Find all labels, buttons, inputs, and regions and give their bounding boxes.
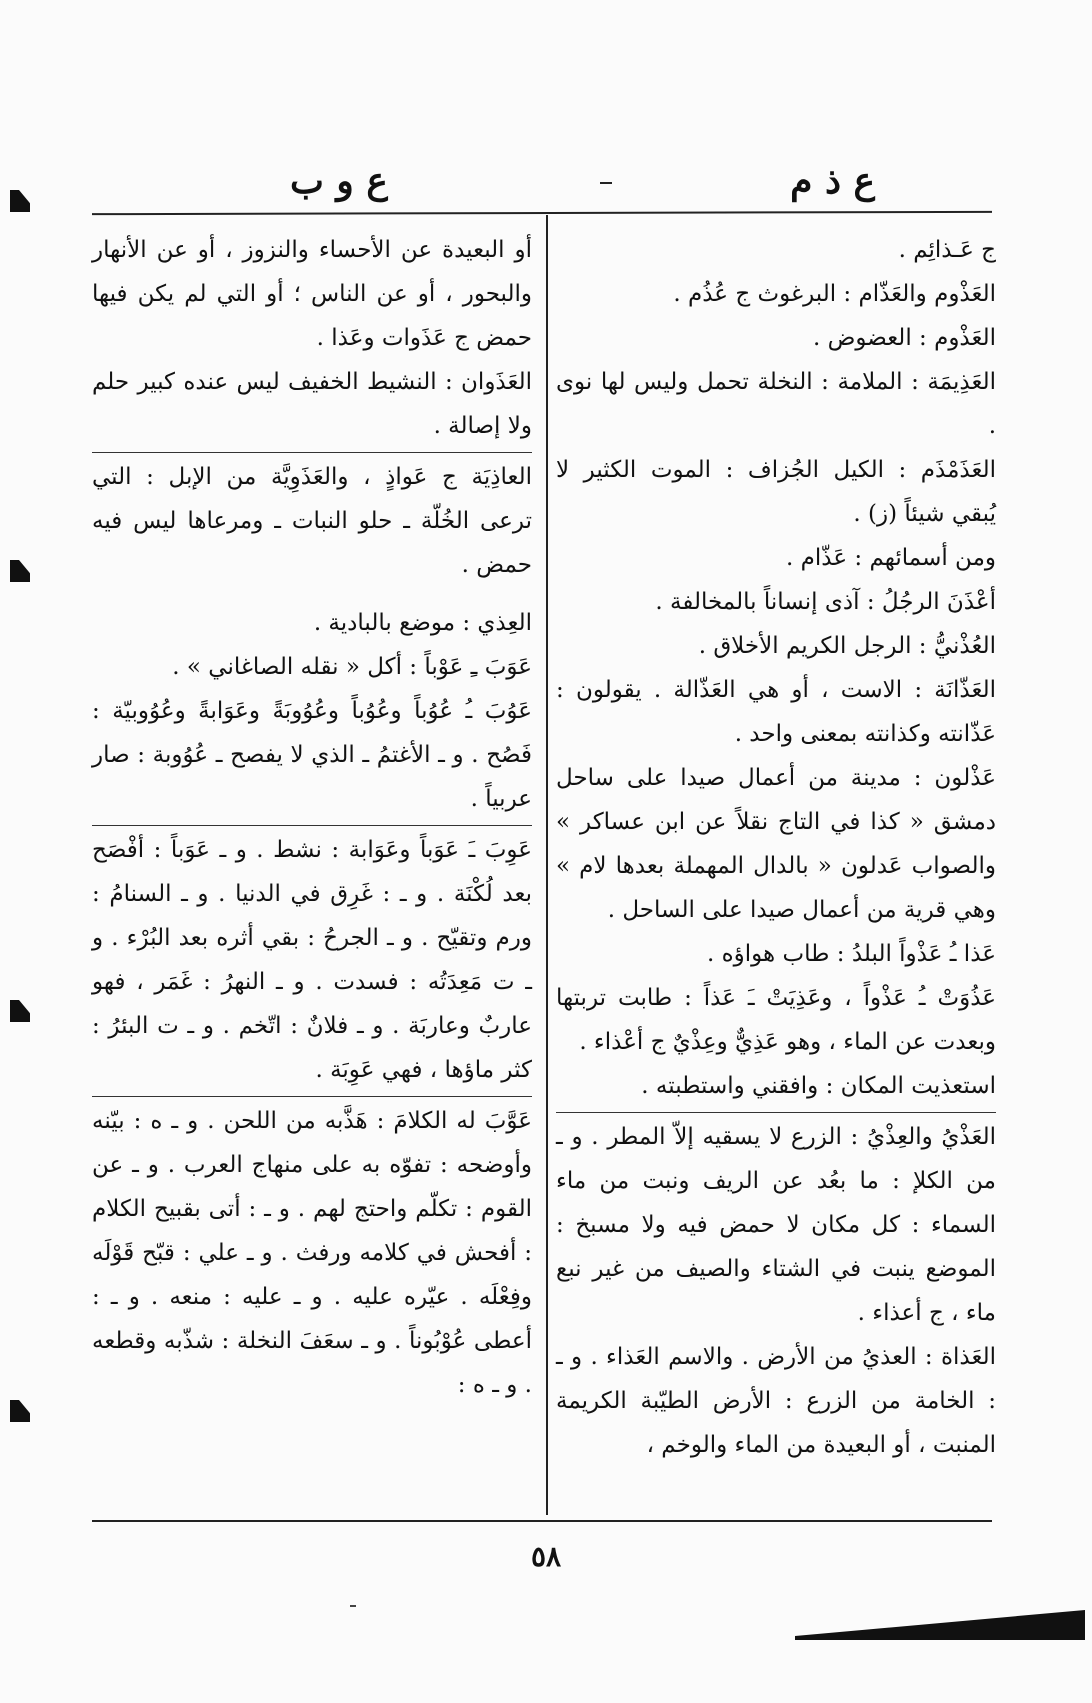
entry: العَذْوم : العضوض . [812, 325, 996, 351]
footer-rule [92, 1520, 992, 1522]
left-column [92, 228, 532, 1407]
entry: ومن أسمائهم : عَذّام . [786, 545, 996, 571]
binding-mark [10, 560, 30, 582]
binding-mark [10, 1000, 30, 1022]
entry: العَذْيُ والعِذْيُ : الزرع لا يسقيه إلاّ المطر . و ـ من الكلإ : ما بعُد عن الريف ونبت من ماء السماء : كل مكان لا حمض فيه ولا مسبخ : الموضع ينبت في الشتاء والصيف من غير نبع ماء ، ج أعذاء . [556, 1112, 996, 1335]
page-header [95, 160, 995, 210]
column-divider [546, 215, 548, 1515]
page-number: ٥٨ [530, 1540, 562, 1573]
entry: عَوَّبَ له الكلامَ : هَذَّبه من اللحن . و ـ ه : بيّنه وأوضحه : تفوّه به على منهاج العرب . و ـ عن القوم : تكلّم واحتج لهم . و ـ : أتى بقبيح الكلام : أفحش في كلامه ورفث . و ـ علي : قبّح قَوْلَه وفِعْلَه . عيّره عليه . و ـ عليه : منعه . و ـ : أعطى عُوْبُوناً . و ـ سعَفَ النخلة : شذّبه وقطعه . و ـ ه : [92, 1096, 532, 1407]
entry: عَذُوَتْ ـُ عَذْواً ، وعَذِيَتْ ـَ عَذاً : طابت تربتها وبعدت عن الماء ، وهو عَذِيٌّ وعِذْيٌ ج أعْذاء . [556, 985, 996, 1055]
entry: أو البعيدة عن الأحساء والنزوز ، أو عن الأنهار والبحور ، أو عن الناس ؛ أو التي لم يكن فيها حمض ج عَذَوات وعَذا . [92, 237, 532, 351]
entry: عَذا ـُ عَذْواً البلدُ : طاب هواؤه . [706, 941, 996, 967]
entry: العَذّانَة : الاست ، أو هي العَذّالة . يقولون : عَذّانته وكذانته بمعنى واحد . [556, 677, 996, 747]
entry: العَذاة : العذيُ من الأرض . والاسم العَذاء . و ـ : الخامة من الزرع : الأرض الطيّبة الكريمة المنبت ، أو البعيدة من الماء والوخم ، [556, 1344, 996, 1458]
scan-speck [350, 1605, 356, 1607]
entry: العاذِيَة ج عَواذٍ ، والعَذَوِيَّة من الإبل : التي ترعى الخُلّة ـ حلو النبات ـ ومرعاها ليس فيه حمض . [92, 452, 532, 587]
left-running-head: ع و ب [290, 160, 388, 202]
right-running-head: ع ذ م [790, 160, 875, 202]
entry: العَذْوم والعَذّام : البرغوث ج عُذُم . [673, 281, 996, 307]
entry: العُذْنيُّ : الرجل الكريم الأخلاق . [698, 633, 996, 659]
entry: العِذي : موضع بالبادية . [313, 610, 532, 636]
scan-edge-shadow [795, 1610, 1085, 1640]
entry: العَذَمْذَم : الكيل الجُزاف : الموت الكثير لا يُبقي شيئاً (ز) . [556, 457, 996, 527]
entry: عَوَبَ ـِ عَوْباً : أكل « نقله الصاغاني » . [172, 654, 532, 680]
entry: ج عَـذائِم . [898, 237, 996, 263]
entry: عَوِبَ ـَ عَوَباً وعَوَابة : نشط . و ـ عَوَباً : أفْصَح بعد لُكْنَة . و ـ : غَرِق في الدنيا . و ـ السنامُ : ورم وتقيّح . و ـ الجرحُ : بقي أثره بعد البُرْء . و ـ ت مَعِدَتُه : فسدت . و ـ النهرُ : غَمَر ، فهو عاربٌ وعاربَة . و ـ فلانٌ : اتّخم . و ـ ت البئرُ : كثر ماؤها ، فهي عَوِبَة . [92, 825, 532, 1092]
right-column [556, 228, 996, 1467]
entry: عَوُبَ ـُ عُوُباً وعُوُباً وعُوُوبَةً وعَوَابةً وعُوُوبيّة : فَصُح . و ـ الأغتمُ ـ الذي لا يفصح ـ عُوُوبة : صار عربياً . [92, 698, 533, 812]
entry: العَذِيمَة : الملامة : النخلة تحمل وليس لها نوى . [556, 369, 996, 439]
entry: عَذْلون : مدينة من أعمال صيدا على ساحل دمشق « كذا في التاج نقلاً عن ابن عساكر » والصواب عَدلون « بالدال المهملة بعدها لام » وهي قرية من أعمال صيدا على الساحل . [556, 765, 996, 923]
binding-mark [10, 1400, 30, 1422]
entry: استعذيت المكان : وافقني واستطبته . [641, 1073, 996, 1099]
entry: أعْذَنَ الرجُلُ : آذى إنساناً بالمخالفة . [655, 589, 996, 615]
header-rule [92, 211, 992, 215]
binding-mark [10, 190, 30, 212]
entry: العَذَوان : النشيط الخفيف ليس عنده كبير حلم ولا إصالة . [92, 369, 532, 439]
header-dot [600, 182, 612, 184]
